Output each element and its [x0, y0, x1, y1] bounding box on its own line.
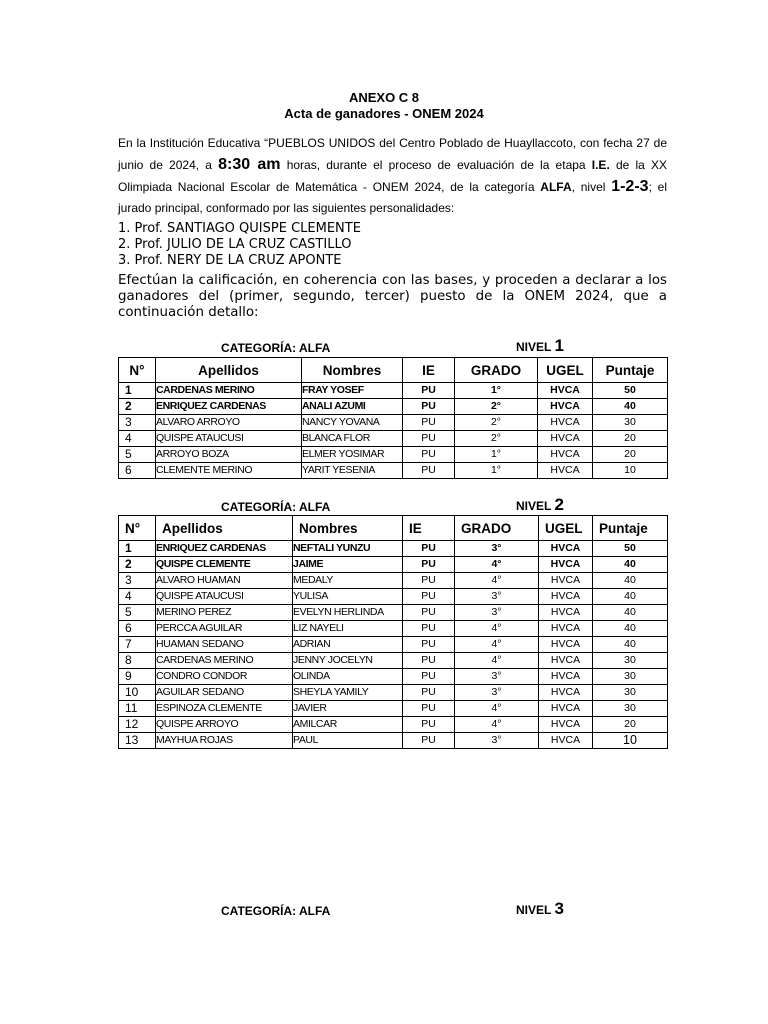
cell-grado: 4°: [455, 557, 539, 573]
cell-n: 1: [119, 541, 156, 557]
cell-ie: PU: [403, 463, 455, 479]
cell-n: 6: [119, 621, 156, 637]
cell-puntaje: 10: [593, 733, 668, 749]
cell-grado: 3°: [455, 541, 539, 557]
table-row: [119, 557, 668, 573]
cell-puntaje: 20: [593, 717, 668, 733]
cell-ugel: HVCA: [538, 415, 593, 431]
cell-nombres: EVELYN HERLINDA: [293, 605, 403, 621]
column-header: Apellidos: [156, 358, 302, 383]
table-row: [119, 463, 668, 479]
cell-apellidos: QUISPE ARROYO: [156, 717, 293, 733]
cell-n: 4: [119, 431, 156, 447]
cell-apellidos: CLEMENTE MERINO: [156, 463, 302, 479]
cell-n: 5: [119, 605, 156, 621]
cell-puntaje: 40: [593, 573, 668, 589]
cell-nombres: JENNY JOCELYN: [293, 653, 403, 669]
level-label-nivel-3: [516, 899, 564, 919]
level-text: NIVEL: [516, 499, 555, 513]
intro-text-2: horas, durante el proceso de evaluación de la etapa: [280, 158, 592, 172]
cell-ugel: HVCA: [539, 701, 593, 717]
cell-ugel: HVCA: [539, 573, 593, 589]
table-row: [119, 589, 668, 605]
table-row: [119, 415, 668, 431]
level-number: 2: [554, 495, 564, 514]
cell-n: 9: [119, 669, 156, 685]
cell-n: 2: [119, 399, 156, 415]
table-row: [119, 431, 668, 447]
column-header: Nombres: [293, 516, 403, 541]
cell-ie: PU: [403, 589, 455, 605]
cell-puntaje: 30: [593, 415, 668, 431]
cell-ie: PU: [403, 685, 455, 701]
cell-apellidos: ALVARO ARROYO: [156, 415, 302, 431]
cell-ie: PU: [403, 447, 455, 463]
column-header: GRADO: [455, 358, 538, 383]
cell-n: 2: [119, 557, 156, 573]
cell-ugel: HVCA: [539, 557, 593, 573]
cell-n: 3: [119, 573, 156, 589]
table-row: [119, 701, 668, 717]
level-number: 1: [554, 336, 564, 355]
cell-grado: 2°: [455, 431, 538, 447]
intro-time: 8:30 am: [218, 156, 281, 173]
cell-ugel: HVCA: [538, 383, 593, 399]
cell-apellidos: CARDENAS MERINO: [156, 653, 293, 669]
cell-ugel: HVCA: [538, 463, 593, 479]
level-text: NIVEL: [516, 903, 555, 917]
cell-ugel: HVCA: [539, 589, 593, 605]
cell-apellidos: CONDRO CONDOR: [156, 669, 293, 685]
category-label-nivel-2: CATEGORÍA: ALFA: [221, 500, 331, 514]
cell-puntaje: 40: [593, 621, 668, 637]
cell-ie: PU: [403, 605, 455, 621]
document-subtitle: Acta de ganadores - ONEM 2024: [284, 106, 484, 121]
cell-n: 12: [119, 717, 156, 733]
cell-ugel: HVCA: [539, 717, 593, 733]
cell-ugel: HVCA: [539, 541, 593, 557]
intro-text-1: En la Institución Educativa “PUEBLOS UNIDOS del Centro Poblado de Huayllaccoto, con fecha 27 de junio de 2024, a: [118, 136, 667, 172]
cell-ugel: HVCA: [539, 669, 593, 685]
results-table-nivel-2: [118, 515, 668, 749]
cell-n: 6: [119, 463, 156, 479]
cell-ie: PU: [403, 431, 455, 447]
table-row: [119, 733, 668, 749]
cell-grado: 2°: [455, 415, 538, 431]
table-row: [119, 383, 668, 399]
table-row: [119, 605, 668, 621]
cell-apellidos: AGUILAR SEDANO: [156, 685, 293, 701]
cell-apellidos: ARROYO BOZA: [156, 447, 302, 463]
cell-ugel: HVCA: [539, 605, 593, 621]
intro-levels: 1-2-3: [611, 178, 649, 195]
cell-apellidos: ALVARO HUAMAN: [156, 573, 293, 589]
table-body: [119, 383, 668, 479]
cell-puntaje: 20: [593, 431, 668, 447]
table-row: [119, 447, 668, 463]
body-paragraph: Efectúan la calificación, en coherencia con las bases, y proceden a declarar a los ganadores del (primer, segundo, tercer) puesto de la ONEM 2024, que a continuación detallo:: [118, 273, 667, 320]
cell-ie: PU: [403, 733, 455, 749]
cell-puntaje: 40: [593, 637, 668, 653]
table-body: [119, 541, 668, 749]
cell-apellidos: ESPINOZA CLEMENTE: [156, 701, 293, 717]
document-title: ANEXO C 8: [348, 90, 420, 105]
cell-apellidos: HUAMAN SEDANO: [156, 637, 293, 653]
cell-grado: 1°: [455, 383, 538, 399]
table-row: [119, 685, 668, 701]
cell-ugel: HVCA: [538, 399, 593, 415]
cell-puntaje: 30: [593, 669, 668, 685]
cell-n: 8: [119, 653, 156, 669]
cell-ie: PU: [403, 717, 455, 733]
cell-puntaje: 40: [593, 589, 668, 605]
cell-ugel: HVCA: [539, 637, 593, 653]
cell-nombres: MEDALY: [293, 573, 403, 589]
cell-nombres: YARIT YESENIA: [302, 463, 403, 479]
cell-ugel: HVCA: [539, 621, 593, 637]
cell-n: 4: [119, 589, 156, 605]
cell-puntaje: 50: [593, 383, 668, 399]
cell-ie: PU: [403, 701, 455, 717]
jury-member: 1. Prof. SANTIAGO QUISPE CLEMENTE: [118, 221, 361, 236]
cell-apellidos: QUISPE ATAUCUSI: [156, 589, 293, 605]
cell-apellidos: MAYHUA ROJAS: [156, 733, 293, 749]
cell-puntaje: 20: [593, 447, 668, 463]
cell-ie: PU: [403, 637, 455, 653]
cell-grado: 4°: [455, 573, 539, 589]
cell-apellidos: QUISPE ATAUCUSI: [156, 431, 302, 447]
cell-puntaje: 30: [593, 685, 668, 701]
cell-ugel: HVCA: [539, 733, 593, 749]
category-label-nivel-3: CATEGORÍA: ALFA: [221, 904, 331, 918]
table-header-row: [119, 516, 668, 541]
column-header: Puntaje: [593, 516, 668, 541]
cell-ugel: HVCA: [539, 685, 593, 701]
cell-grado: 3°: [455, 605, 539, 621]
column-header: N°: [119, 516, 156, 541]
cell-n: 13: [119, 733, 156, 749]
table-row: [119, 573, 668, 589]
cell-puntaje: 40: [593, 399, 668, 415]
level-label-nivel-2: [516, 495, 564, 515]
cell-ugel: HVCA: [538, 447, 593, 463]
results-table-nivel-1: [118, 357, 668, 479]
level-number: 3: [554, 899, 564, 918]
table-row: [119, 717, 668, 733]
cell-ie: PU: [403, 541, 455, 557]
cell-puntaje: 50: [593, 541, 668, 557]
cell-puntaje: 30: [593, 653, 668, 669]
cell-nombres: AMILCAR: [293, 717, 403, 733]
cell-ie: PU: [403, 383, 455, 399]
cell-nombres: NEFTALI YUNZU: [293, 541, 403, 557]
cell-nombres: ANALI AZUMI: [302, 399, 403, 415]
cell-apellidos: CARDENAS MERINO: [156, 383, 302, 399]
cell-ie: PU: [403, 557, 455, 573]
cell-ie: PU: [403, 621, 455, 637]
cell-grado: 2°: [455, 399, 538, 415]
cell-grado: 3°: [455, 733, 539, 749]
cell-grado: 3°: [455, 589, 539, 605]
cell-apellidos: ENRIQUEZ CARDENAS: [156, 399, 302, 415]
cell-puntaje: 10: [593, 463, 668, 479]
cell-nombres: ELMER YOSIMAR: [302, 447, 403, 463]
cell-n: 1: [119, 383, 156, 399]
cell-apellidos: QUISPE CLEMENTE: [156, 557, 293, 573]
cell-grado: 4°: [455, 637, 539, 653]
cell-apellidos: ENRIQUEZ CARDENAS: [156, 541, 293, 557]
cell-n: 5: [119, 447, 156, 463]
cell-puntaje: 40: [593, 557, 668, 573]
cell-apellidos: PERCCA AGUILAR: [156, 621, 293, 637]
column-header: UGEL: [538, 358, 593, 383]
cell-nombres: LIZ NAYELI: [293, 621, 403, 637]
cell-n: 11: [119, 701, 156, 717]
column-header: IE: [403, 516, 455, 541]
cell-nombres: SHEYLA YAMILY: [293, 685, 403, 701]
cell-n: 3: [119, 415, 156, 431]
cell-ie: PU: [403, 669, 455, 685]
intro-text-3: de la XX Olimpiada Nacional Escolar de Matemática - ONEM 2024, de la categoría: [118, 158, 667, 194]
column-header: GRADO: [455, 516, 539, 541]
category-label-nivel-1: CATEGORÍA: ALFA: [221, 341, 331, 355]
table-row: [119, 399, 668, 415]
jury-member: 2. Prof. JULIO DE LA CRUZ CASTILLO: [118, 237, 352, 252]
table-header-row: [119, 358, 668, 383]
cell-grado: 4°: [455, 621, 539, 637]
cell-ie: PU: [403, 399, 455, 415]
cell-nombres: JAVIER: [293, 701, 403, 717]
column-header: Puntaje: [593, 358, 668, 383]
cell-grado: 4°: [455, 701, 539, 717]
cell-grado: 1°: [455, 463, 538, 479]
cell-nombres: PAUL: [293, 733, 403, 749]
cell-n: 7: [119, 637, 156, 653]
cell-grado: 3°: [455, 669, 539, 685]
cell-nombres: NANCY YOVANA: [302, 415, 403, 431]
cell-nombres: BLANCA FLOR: [302, 431, 403, 447]
intro-stage: I.E.: [591, 158, 610, 172]
table-row: [119, 653, 668, 669]
table-row: [119, 637, 668, 653]
level-label-nivel-1: [516, 336, 564, 356]
column-header: N°: [119, 358, 156, 383]
cell-puntaje: 30: [593, 701, 668, 717]
cell-grado: 4°: [455, 717, 539, 733]
cell-nombres: YULISA: [293, 589, 403, 605]
cell-ie: PU: [403, 573, 455, 589]
cell-grado: 4°: [455, 653, 539, 669]
column-header: Apellidos: [156, 516, 293, 541]
intro-text-4: , nivel: [571, 180, 612, 194]
intro-text-5: ; el jurado principal, conformado por las siguientes personalidades:: [118, 180, 668, 215]
cell-grado: 3°: [455, 685, 539, 701]
cell-n: 10: [119, 685, 156, 701]
cell-nombres: OLINDA: [293, 669, 403, 685]
column-header: UGEL: [539, 516, 593, 541]
intro-category: ALFA: [540, 180, 572, 194]
cell-nombres: FRAY YOSEF: [302, 383, 403, 399]
level-text: NIVEL: [516, 340, 555, 354]
cell-ie: PU: [403, 653, 455, 669]
table-row: [119, 621, 668, 637]
cell-puntaje: 40: [593, 605, 668, 621]
column-header: Nombres: [302, 358, 403, 383]
cell-nombres: ADRIAN: [293, 637, 403, 653]
cell-ugel: HVCA: [538, 431, 593, 447]
cell-apellidos: MERINO PEREZ: [156, 605, 293, 621]
jury-member: 3. Prof. NERY DE LA CRUZ APONTE: [118, 253, 342, 268]
cell-grado: 1°: [455, 447, 538, 463]
cell-ie: PU: [403, 415, 455, 431]
intro-paragraph: [118, 133, 667, 219]
table-row: [119, 669, 668, 685]
column-header: IE: [403, 358, 455, 383]
jury-list: [118, 221, 361, 269]
table-row: [119, 541, 668, 557]
cell-nombres: JAIME: [293, 557, 403, 573]
cell-ugel: HVCA: [539, 653, 593, 669]
